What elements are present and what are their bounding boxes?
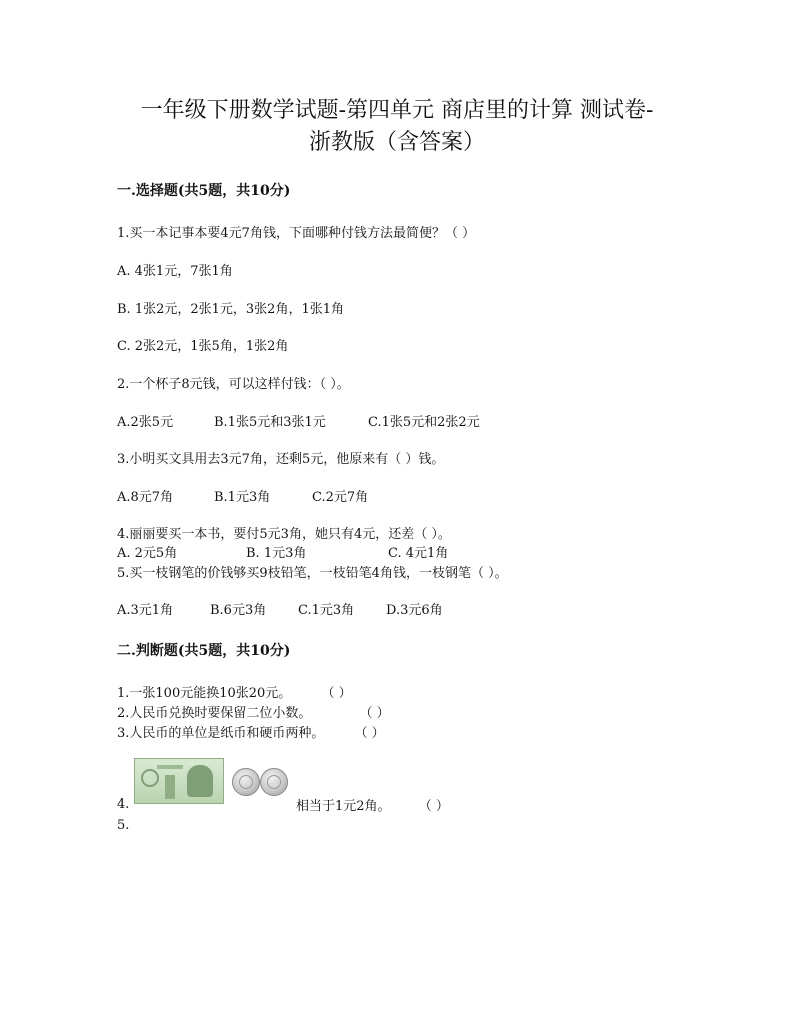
q2-option-a: A.2张5元	[117, 415, 174, 430]
q4-option-c: C. 4元1角	[388, 546, 449, 561]
tf-q2	[117, 702, 390, 721]
q5-option-b: B.6元3角	[210, 603, 267, 618]
tf-q2-paren: （ ）	[359, 706, 390, 721]
q4-option-a: A. 2元5角	[117, 546, 178, 561]
tf-q1-paren: （ ）	[321, 686, 352, 701]
section2-heading: 二.判断题(共5题，共10分)	[117, 643, 291, 659]
tf-q4-text: 相当于1元2角。	[296, 799, 391, 814]
q1-stem: 1.买一本记事本要4元7角钱，下面哪种付钱方法最简便？（ ）	[117, 226, 476, 241]
q5-stem: 5.买一枝钢笔的价钱够买9枝铅笔，一枝铅笔4角钱，一枝钢笔（ ）。	[117, 566, 508, 581]
q5-option-a: A.3元1角	[117, 603, 174, 618]
q3-option-a: A.8元7角	[117, 490, 174, 505]
banknote-1-yuan-image	[134, 758, 224, 804]
page-title-line1: 一年级下册数学试题-第四单元 商店里的计算 测试卷-	[140, 98, 654, 123]
q1-option-c: C. 2张2元，1张5角，1张2角	[117, 339, 289, 354]
q1-option-a: A. 4张1元，7张1角	[117, 264, 233, 279]
tf-q1-text: 1.一张100元能换10张20元。	[117, 686, 292, 701]
page-title-line2: 浙教版（含答案）	[308, 130, 485, 155]
q3-option-b: B.1元3角	[214, 490, 271, 505]
q3-option-c: C.2元7角	[312, 490, 369, 505]
tf-q5-number: 5.	[117, 818, 130, 833]
section1-heading: 一.选择题(共5题，共10分)	[117, 183, 291, 199]
note-pillar	[165, 775, 175, 799]
national-emblem-icon	[141, 769, 159, 787]
tf-q4	[296, 795, 449, 814]
q5-option-d: D.3元6角	[386, 603, 443, 618]
tf-q4-paren: （ ）	[418, 799, 449, 814]
q2-option-b: B.1张5元和3张1元	[214, 415, 326, 430]
coin-1-jiao-icon	[260, 768, 288, 796]
tf-q3-paren: （ ）	[354, 726, 385, 741]
tf-q3-text: 3.人民币的单位是纸币和硬币两种。	[117, 726, 325, 741]
tf-q2-text: 2.人民币兑换时要保留二位小数。	[117, 706, 312, 721]
tf-q1	[117, 682, 352, 701]
q3-stem: 3.小明买文具用去3元7角，还剩5元，他原来有（ ）钱。	[117, 452, 445, 467]
q4-stem: 4.丽丽要买一本书，要付5元3角，她只有4元，还差（ ）。	[117, 527, 451, 542]
q4-option-b: B. 1元3角	[246, 546, 307, 561]
coin-1-jiao-icon	[232, 768, 260, 796]
note-banner	[157, 765, 183, 769]
q2-option-c: C.1张5元和2张2元	[368, 415, 480, 430]
coin-inner-ring	[267, 775, 281, 789]
coin-inner-ring	[239, 775, 253, 789]
tf-q3	[117, 722, 385, 741]
tf-q4-number: 4.	[117, 797, 130, 812]
q5-option-c: C.1元3角	[298, 603, 355, 618]
q2-stem: 2.一个杯子8元钱，可以这样付钱：（ ）。	[117, 377, 350, 392]
portrait-icon	[187, 765, 213, 797]
q1-option-b: B. 1张2元，2张1元，3张2角，1张1角	[117, 302, 344, 317]
